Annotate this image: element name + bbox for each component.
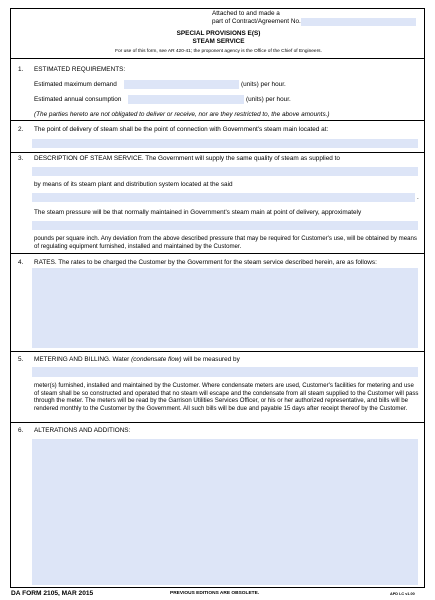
form-title: SPECIAL PROVISIONS E(S) [176, 30, 261, 37]
obsolete-notice: PREVIOUS EDITIONS ARE OBSOLETE. [170, 591, 260, 596]
s6-title: ALTERATIONS AND ADDITIONS: [34, 427, 131, 434]
s1-consumption-unit: (units) per hour. [246, 96, 291, 103]
s1-note: (The parties hereto are not obligated to deliver or receive, nor are they restricted to, the above amounts.) [34, 111, 330, 118]
s3-number: 3. [18, 155, 24, 162]
alterations-field[interactable] [32, 439, 418, 585]
s1-divider [11, 120, 424, 121]
delivery-point-field[interactable] [32, 139, 418, 148]
form-id: DA FORM 2105, MAR 2015 [11, 590, 94, 597]
header-divider [11, 58, 424, 59]
meter-type-field[interactable] [32, 367, 418, 377]
s3-divider [11, 253, 424, 254]
form-page [10, 8, 425, 588]
s6-number: 6. [18, 427, 24, 434]
form-subtitle: STEAM SERVICE [192, 38, 245, 45]
plant-location-field[interactable] [32, 193, 415, 202]
s3-text1: DESCRIPTION OF STEAM SERVICE. The Government will supply the same quality of steam as supplied to [34, 155, 340, 162]
s3-text2: by means of its steam plant and distribution system located at the said [34, 181, 233, 188]
s5-text-c: will be measured by [183, 356, 240, 363]
version-label: APD LC v1.00 [390, 592, 415, 596]
attached-line2: part of Contract/Agreement No. [212, 18, 301, 25]
s2-number: 2. [18, 126, 24, 133]
s3-text4: pounds per square inch. Any deviation from the above described pressure that may be required for Customer's use, will be obtained by means of regulating equipment furnished, installed and maintained by the Customer. [34, 235, 417, 250]
s1-demand-label: Estimated maximum demand [34, 81, 117, 88]
s1-title: ESTIMATED REQUIREMENTS: [34, 66, 126, 73]
steam-pressure-field[interactable] [32, 221, 418, 230]
s2-divider [11, 152, 424, 153]
s4-number: 4. [18, 259, 24, 266]
s5-divider [11, 422, 424, 423]
max-demand-field[interactable] [124, 80, 239, 89]
rates-field[interactable] [32, 268, 418, 348]
s5-text1 [34, 356, 240, 364]
s1-consumption-label: Estimated annual consumption [34, 96, 122, 103]
annual-consumption-field[interactable] [128, 95, 244, 104]
contract-number-field[interactable] [301, 18, 416, 26]
s4-text: RATES. The rates to be charged the Customer by the Government for the steam service described herein, are as follows: [34, 259, 377, 266]
supplied-to-field[interactable] [32, 167, 418, 176]
attached-line1: Attached to and made a [212, 10, 280, 17]
s3-period: . [417, 194, 419, 201]
s5-number: 5. [18, 356, 24, 363]
s3-text3: The steam pressure will be that normally maintained in Government's steam main at point of delivery, approximately [34, 209, 362, 216]
s2-text: The point of delivery of steam shall be the point of connection with Government's steam main located at: [34, 126, 329, 133]
s5-text-a: METERING AND BILLING. Water [34, 356, 130, 363]
s5-text2: meter(s) furnished, installed and maintained by the Customer. Where condensate meters are used, Customer's facilities for metering and use of steam shall be so constructed and operated that no steam will escape and the condensate from all steam supplied to the Customer will pass through the meter. The meters will be read by the Garrison Utilities Services Officer, or his or her authorized representative, and bills will be rendered monthly to the Customer by the Government. All such bills will be due and payable 15 days after receipt thereof by the Customer. [34, 382, 419, 412]
s4-divider [11, 351, 424, 352]
s5-text-b: (condensate flow) [131, 356, 182, 363]
s1-demand-unit: (units) per hour. [241, 81, 286, 88]
use-note: For use of this form, see AR 420-41; the proponent agency is the Office of the Chief of Engineers. [115, 49, 322, 54]
s1-number: 1. [18, 66, 24, 73]
